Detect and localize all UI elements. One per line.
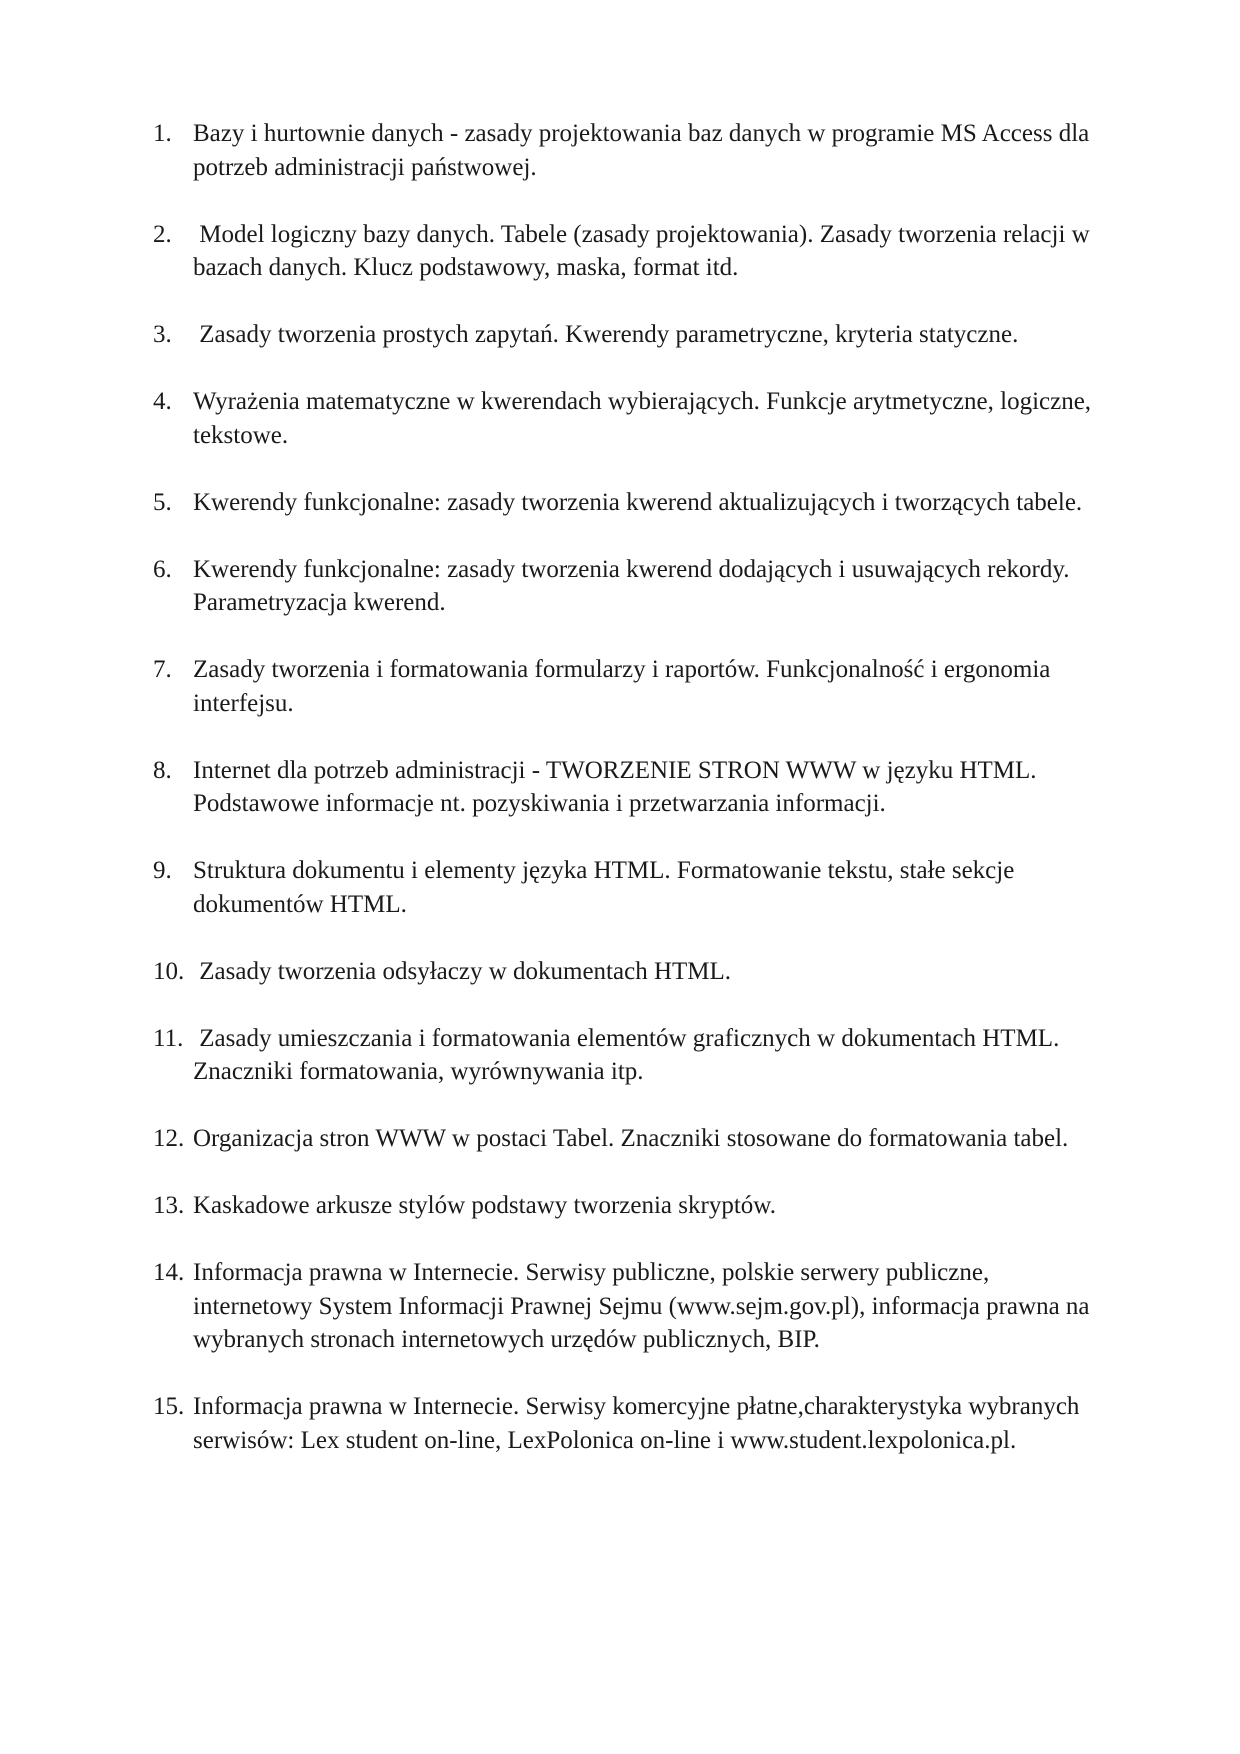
list-item [153,318,1113,352]
list-item-number: 7. [153,656,172,683]
list-item [153,117,1113,184]
list-item-text: Bazy i hurtownie danych - zasady projektowania baz danych w programie MS Access dla potrzeb administracji państwowej. [193,120,1096,181]
list-item-text: Internet dla potrzeb administracji - TWORZENIE STRON WWW w języku HTML. Podstawowe informacje nt. pozyskiwania i przetwarzania informacji. [193,756,1043,817]
list-item-text: Zasady tworzenia prostych zapytań. Kwerendy parametryczne, kryteria statyczne. [193,321,1019,348]
list-item [153,1189,1113,1223]
list-item-number: 15. [153,1393,185,1420]
list-item [153,1122,1113,1156]
list-item-text: Kwerendy funkcjonalne: zasady tworzenia kwerend dodających i usuwających rekordy. Parametryzacja kwerend. [193,555,1076,616]
list-item [153,1390,1113,1457]
list-item-text: Zasady tworzenia odsyłaczy w dokumentach HTML. [193,957,732,985]
topic-list [153,117,1113,1491]
list-item-number: 9. [153,857,172,884]
list-item-text: Zasady umieszczania i formatowania elementów graficznych w dokumentach HTML. Znaczniki formatowania, wyrównywania itp. [193,1024,1066,1085]
list-item [153,653,1113,720]
list-item [153,486,1113,520]
list-item-number: 5. [153,488,172,516]
list-item [153,1256,1113,1357]
list-item-number: 8. [153,756,172,784]
list-item-number: 10. [153,957,185,985]
list-item-text: Informacja prawna w Internecie. Serwisy komercyjne płatne,charakterystyka wybranych serwisów: Lex student on-line, LexPolonica on-line i www.student.lexpolonica.pl. [193,1393,1086,1454]
list-item-number: 11. [153,1024,184,1052]
list-item-text: Struktura dokumentu i elementy języka HTML. Formatowanie tekstu, stałe sekcje dokumentów HTML. [193,857,1021,918]
list-item-text: Wyrażenia matematyczne w kwerendach wybierających. Funkcje arytmetyczne, logiczne, tekstowe. [193,388,1098,449]
list-item-text: Informacja prawna w Internecie. Serwisy publiczne, polskie serwery publiczne, internetowy System Informacji Prawnej Sejmu (www.sejm.gov.pl), informacja prawna na wybranych stronach internetowych urzędów publicznych, BIP. [193,1259,1096,1353]
list-item [153,553,1113,620]
list-item [153,754,1113,821]
list-item [153,854,1113,921]
list-item [153,1022,1113,1089]
list-item-number: 13. [153,1192,185,1219]
list-item-text: Kaskadowe arkusze stylów podstawy tworzenia skryptów. [193,1192,776,1219]
list-item-text: Organizacja stron WWW w postaci Tabel. Znaczniki stosowane do formatowania tabel. [193,1125,1069,1152]
list-item-number: 3. [153,321,172,348]
list-item [153,955,1113,989]
list-item-text: Kwerendy funkcjonalne: zasady tworzenia kwerend aktualizujących i tworzących tabele. [193,488,1083,516]
list-item-number: 6. [153,555,172,583]
list-item-number: 12. [153,1125,185,1152]
list-item-number: 14. [153,1259,185,1286]
list-item-number: 2. [153,220,172,248]
list-item-number: 1. [153,120,172,147]
list-item-number: 4. [153,388,172,415]
list-item-text: Zasady tworzenia i formatowania formularzy i raportów. Funkcjonalność i ergonomia interfejsu. [193,656,1057,717]
list-item [153,218,1113,285]
list-item-text: Model logiczny bazy danych. Tabele (zasady projektowania). Zasady tworzenia relacji w bazach danych. Klucz podstawowy, maska, format itd. [193,220,1096,281]
list-item [153,385,1113,452]
